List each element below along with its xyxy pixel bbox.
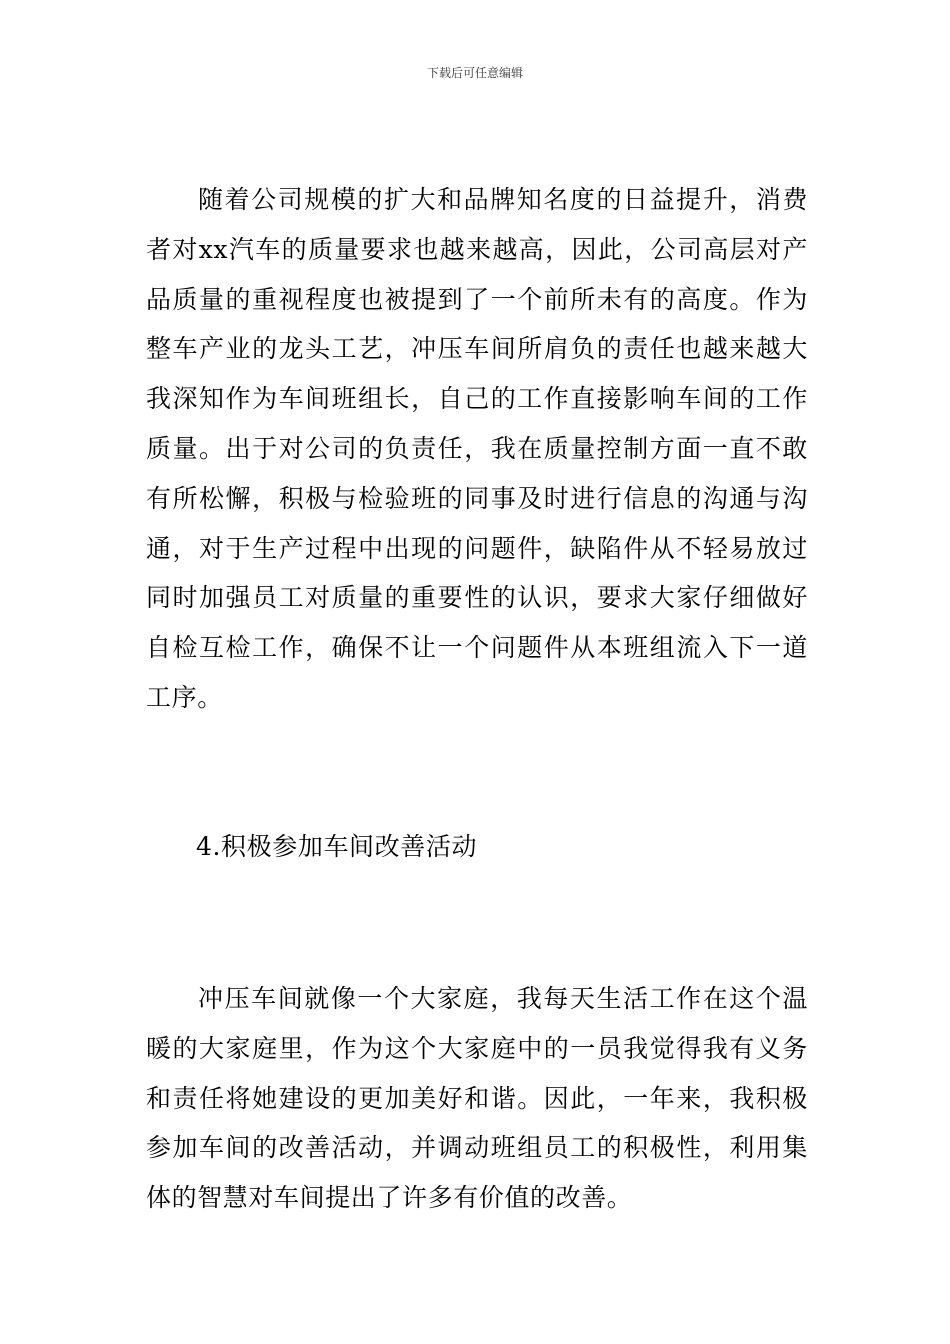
header-note: 下载后可任意编辑: [426, 66, 523, 80]
paragraph-quality-control: 随着公司规模的扩大和品牌知名度的日益提升，消费者对xx汽车的质量要求也越来越高，因此，公司高层对产品质量的重视程度也被提到了一个前所未有的高度。作为整车产业的龙头工艺，冲压车间所肩负的责任也越来越大我深知作为车间班组长，自己的工作直接影响车间的工作质量。出于对公司的负责任，我在质量控制方面一直不敢有所松懈，积极与检验班的同事及时进行信息的沟通与沟通，对于生产过程中出现的问题件，缺陷件从不轻易放过同时加强员工对质量的重要性的认识，要求大家仔细做好自检互检工作，确保不让一个问题件从本班组流入下一道工序。: [146, 185, 808, 712]
paragraph-improvement-activities: 冲压车间就像一个大家庭，我每天生活工作在这个温暖的大家庭里，作为这个大家庭中的一员我觉得我有义务和责任将她建设的更加美好和谐。因此，一年来，我积极参加车间的改善活动，并调动班组员工的积极性，利用集体的智慧对车间提出了许多有价值的改善。: [146, 984, 808, 1213]
section-heading: 4.积极参加车间改善活动: [196, 832, 478, 861]
